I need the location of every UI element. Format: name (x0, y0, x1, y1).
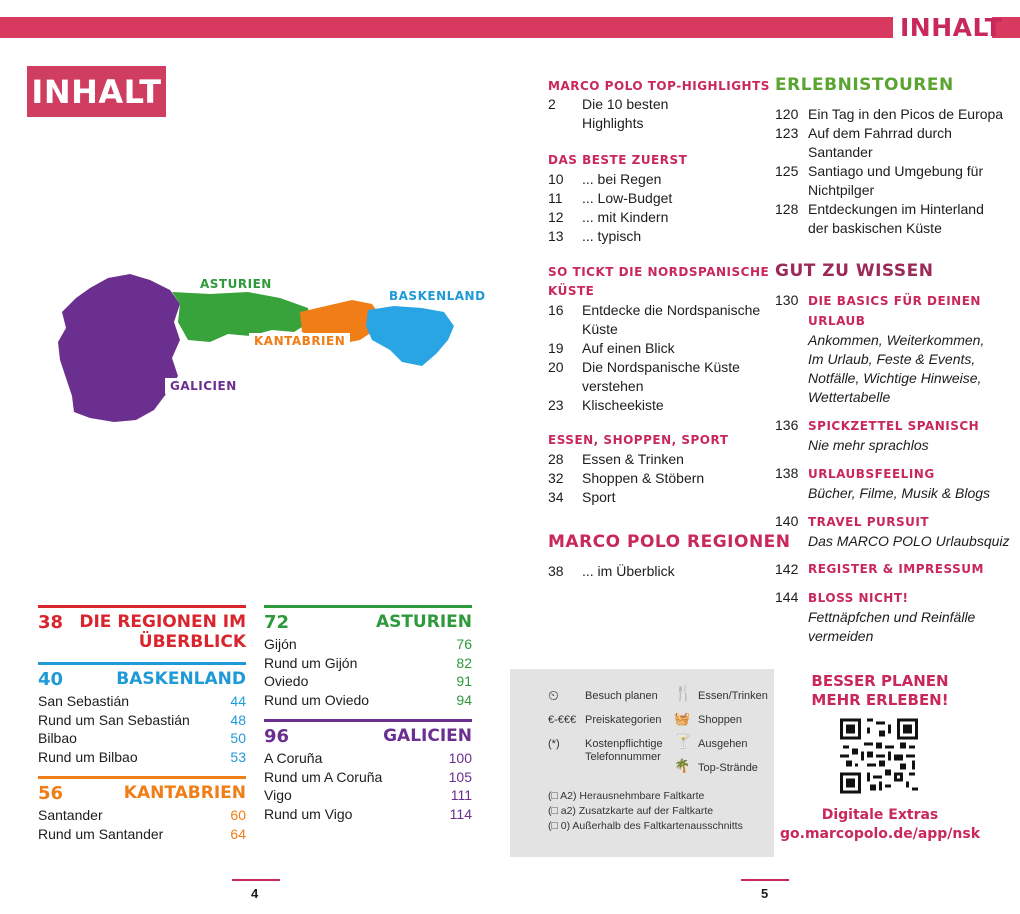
section-title-essen: ESSEN, SHOPPEN, SPORT (548, 433, 729, 447)
legend-kosten-symbol: (*) (548, 738, 560, 750)
map-label-baskenland: BASKENLAND (384, 288, 491, 304)
region-galicien (264, 719, 472, 823)
toc-item[interactable]: 19 Auf einen Blick (548, 340, 675, 356)
map-label-kantabrien: KANTABRIEN (249, 333, 350, 349)
region-overview (38, 605, 246, 652)
region-title: DIE REGIONEN IM (79, 612, 246, 632)
legend-preis-symbol: €-€€€ (548, 714, 577, 726)
toc-item[interactable]: 128 Entdeckungen im Hinterland (775, 201, 984, 217)
legend-shoppen: Shoppen (698, 714, 743, 726)
legend-ausgehen: Ausgehen (698, 738, 748, 750)
header-bar (0, 17, 893, 38)
section-title-regionen: MARCO POLO REGIONEN (548, 532, 791, 552)
legend-box (510, 669, 774, 857)
list-item[interactable]: Rund um Bilbao 53 (38, 748, 246, 765)
toc-item-urlaubsfeeling[interactable]: 138 URLAUBSFEELING Bücher, Filme, Musik & Blogs (775, 465, 991, 501)
promo-digital-extras: Digitale Extras go.marcopolo.de/app/nsk (780, 807, 981, 842)
map-label-galicien: GALICIEN (165, 378, 242, 394)
toc-item[interactable]: Nichtpilger (808, 182, 875, 198)
toc-regionen (548, 562, 675, 581)
page-number-left: 4 (251, 886, 259, 901)
toc-item[interactable]: 12 ... mit Kindern (548, 209, 669, 225)
list-item[interactable]: Vigo 111 (264, 787, 472, 803)
region-page-number: 38 (38, 612, 64, 633)
page-number-rule-left (232, 879, 280, 881)
toc-erlebnistouren (775, 105, 1003, 238)
region-title: ASTURIEN (375, 612, 472, 632)
cutlery-icon: 🍴 (674, 685, 693, 702)
toc-item[interactable]: 23 Klischeekiste (548, 397, 664, 413)
toc-tickt (548, 301, 760, 415)
toc-item[interactable]: verstehen (582, 378, 644, 394)
legend-faltkarte-3: (□ 0) Außerhalb des Faltkartenausschnitts (548, 820, 743, 832)
toc-item[interactable]: Santander (808, 144, 873, 160)
section-title-gut-zu-wissen: GUT ZU WISSEN (775, 261, 934, 281)
toc-item[interactable]: 28 Essen & Trinken (548, 451, 684, 467)
toc-item[interactable]: Highlights (582, 115, 644, 131)
toc-item-travel-pursuit[interactable]: 140 TRAVEL PURSUIT Das MARCO POLO Urlaubsquiz (775, 513, 1010, 549)
toc-item[interactable]: 125 Santiago und Umgebung für (775, 163, 984, 179)
page-number-rule-right (741, 879, 789, 881)
section-title-erlebnistouren: ERLEBNISTOUREN (775, 75, 954, 95)
legend-kosten: Kostenpflichtige Telefonnummer (585, 738, 663, 763)
section-title-beste: DAS BESTE ZUERST (548, 153, 688, 167)
toc-item[interactable]: 10 ... bei Regen (548, 171, 662, 187)
region-page-number: 96 (264, 726, 290, 747)
qr-code[interactable] (840, 718, 918, 794)
region-title: BASKENLAND (116, 669, 246, 689)
region-page-number: 40 (38, 669, 64, 690)
list-item[interactable]: Gijón 76 (264, 636, 472, 652)
toc-item[interactable]: 34 Sport (548, 489, 616, 505)
legend-faltkarte-2: (□ a2) Zusatzkarte auf der Faltkarte (548, 805, 714, 817)
list-item[interactable]: Rund um Oviedo 94 (264, 691, 472, 708)
list-item[interactable]: Rund um San Sebastián 48 (38, 711, 246, 728)
toc-item-bloss-nicht[interactable]: 144 BLOSS NICHT! Fettnäpfchen und Reinfälle vermeiden (775, 589, 976, 644)
region-baskenland (38, 662, 246, 766)
toc-item[interactable]: 120 Ein Tag in den Picos de Europa (775, 106, 1004, 122)
region-column-left (38, 605, 246, 853)
region-title-line2: ÜBERBLICK (138, 632, 246, 652)
list-item[interactable]: Rund um A Coruña 105 (264, 768, 472, 785)
toc-item-basics[interactable]: 130 DIE BASICS FÜR DEINEN URLAUB Ankommen, Weiterkommen, Im Urlaub, Feste & Events, Notfälle, Wichtige Hinweise, Wettertabelle (775, 292, 985, 405)
toc-item-register[interactable]: 142 REGISTER & IMPRESSUM (775, 561, 984, 577)
legend-faltkarte-1: (□ A2) Herausnehmbare Faltkarte (548, 790, 705, 802)
baskenland-shape (366, 306, 454, 366)
toc-item[interactable]: 2 Die 10 besten (548, 96, 669, 112)
list-item[interactable]: Rund um Santander 64 (38, 825, 246, 842)
toc-essen (548, 450, 704, 507)
section-title-tickt: SO TICKT DIE NORDSPANISCHE KÜSTE (548, 265, 770, 298)
toc-item[interactable]: 20 Die Nordspanische Küste (548, 359, 740, 375)
basket-icon: 🧺 (674, 711, 691, 726)
legend-essen: Essen/Trinken (698, 690, 768, 702)
promo-url-link[interactable]: go.marcopolo.de/app/nsk (780, 826, 981, 842)
toc-highlights (548, 95, 668, 133)
qr-code-svg (840, 718, 918, 794)
galicien-shape (58, 274, 180, 422)
promo-headline: BESSER PLANEN MEHR ERLEBEN! (811, 672, 949, 709)
clock-icon: ⏲ (548, 687, 559, 703)
map-label-asturien: ASTURIEN (195, 276, 277, 292)
legend-strand: Top-Strände (698, 762, 758, 774)
region-page-number: 56 (38, 783, 64, 804)
toc-item[interactable]: 13 ... typisch (548, 228, 642, 244)
list-item[interactable]: A Coruña 100 (264, 750, 472, 766)
toc-item-spickzettel[interactable]: 136 SPICKZETTEL SPANISCH Nie mehr sprachlos (775, 417, 980, 453)
toc-item[interactable]: der baskischen Küste (808, 220, 942, 236)
region-page-number: 72 (264, 612, 290, 633)
list-item[interactable]: San Sebastián 44 (38, 693, 246, 709)
list-item[interactable]: Rund um Gijón 82 (264, 654, 472, 671)
toc-item[interactable]: 38 ... im Überblick (548, 563, 675, 579)
list-item[interactable]: Santander 60 (38, 807, 246, 823)
page-number-right: 5 (761, 886, 769, 901)
section-title-highlights: MARCO POLO TOP-HIGHLIGHTS (548, 79, 770, 93)
region-map (50, 270, 486, 435)
cocktail-icon: 🍸 (674, 733, 692, 749)
header-title: INHALT (900, 13, 1003, 42)
toc-item[interactable]: 16 Entdecke die Nordspanische (548, 302, 761, 318)
palm-icon: 🌴 (674, 758, 691, 773)
toc-beste (548, 170, 672, 246)
page-title-badge: INHALT (27, 66, 166, 117)
toc-item[interactable]: 123 Auf dem Fahrrad durch (775, 125, 952, 141)
list-item[interactable]: Rund um Vigo 114 (264, 805, 472, 822)
toc-gut-zu-wissen (775, 291, 1010, 646)
list-item[interactable]: Bilbao 50 (38, 730, 246, 746)
region-title: KANTABRIEN (123, 783, 246, 803)
toc-item[interactable]: 32 Shoppen & Stöbern (548, 470, 705, 486)
legend-preis: Preiskategorien (585, 714, 662, 726)
region-kantabrien (38, 776, 246, 843)
toc-item[interactable]: 11 ... Low-Budget (548, 190, 673, 206)
toc-item[interactable]: Küste (582, 321, 618, 337)
region-asturien (264, 605, 472, 709)
list-item[interactable]: Oviedo 91 (264, 673, 472, 689)
region-column-right (264, 605, 472, 833)
region-title: GALICIEN (383, 726, 472, 746)
legend-besuch: Besuch planen (585, 690, 658, 702)
